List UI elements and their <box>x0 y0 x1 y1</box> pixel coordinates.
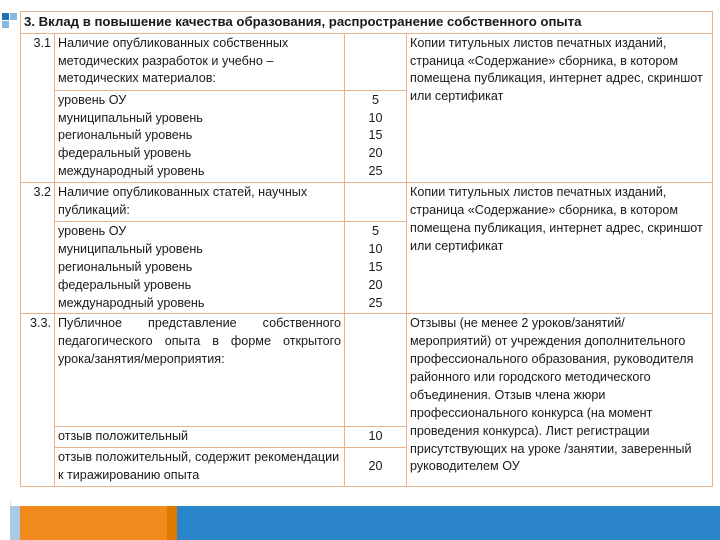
decor-square-dark <box>2 13 9 20</box>
level-points: 5 <box>371 224 379 239</box>
section-heading: Публичное представление собственного педагогического опыта в форме открытого урока/занятия/мероприятия: <box>55 314 345 427</box>
points-cell-empty <box>345 314 407 427</box>
level-label: международный уровень <box>58 295 205 310</box>
level-points: 20 <box>368 277 383 292</box>
level-points: 15 <box>368 128 383 143</box>
section-row <box>21 183 713 222</box>
level-label: международный уровень <box>58 164 205 179</box>
points-list <box>345 90 407 182</box>
points-cell-empty <box>345 33 407 90</box>
level-points: 25 <box>368 164 383 179</box>
table-title: 3. Вклад в повышение качества образования, распространение собственного опыта <box>21 12 713 34</box>
level-label: федеральный уровень <box>58 146 192 161</box>
left-accent-bar <box>0 0 10 540</box>
band-segment-dark-orange <box>167 506 177 540</box>
band-segment-blue <box>177 506 720 540</box>
level-label: региональный уровень <box>58 128 193 143</box>
level-points: 10 <box>345 427 407 448</box>
level-points: 25 <box>368 295 383 310</box>
section-number: 3.3. <box>21 314 55 487</box>
decor-square-light <box>10 13 17 20</box>
decor-square-light <box>2 21 9 28</box>
section-number: 3.1 <box>21 33 55 182</box>
levels-list <box>55 222 345 314</box>
points-cell-empty <box>345 183 407 222</box>
criteria-table <box>20 11 712 505</box>
section-docs: Копии титульных листов печатных изданий, страница «Содержание» сборника, в котором помещена публикация, интернет адрес, скриншот или сертификат <box>407 33 713 182</box>
level-points: 20 <box>368 146 383 161</box>
band-segment-orange <box>20 506 167 540</box>
level-points: 5 <box>371 92 379 107</box>
section-number: 3.2 <box>21 183 55 314</box>
level-label: муниципальный уровень <box>58 241 203 256</box>
level-points: 10 <box>368 241 383 256</box>
bottom-decor-band <box>10 506 720 540</box>
level-points: 20 <box>345 448 407 487</box>
level-points: 10 <box>368 110 383 125</box>
level-label: федеральный уровень <box>58 277 192 292</box>
band-segment-light <box>10 506 20 540</box>
level-label: муниципальный уровень <box>58 110 203 125</box>
level-label: региональный уровень <box>58 259 193 274</box>
level-label: отзыв положительный, содержит рекомендации к тиражированию опыта <box>55 448 345 487</box>
section-heading: Наличие опубликованных статей, научных публикаций: <box>55 183 345 222</box>
levels-list <box>55 90 345 182</box>
level-points: 15 <box>368 259 383 274</box>
section-row <box>21 314 713 427</box>
points-list <box>345 222 407 314</box>
section-docs: Отзывы (не менее 2 уроков/занятий/ мероприятий) от учреждения дополнительного профессионального образования, руководителя районного или городского методического объединения. Отзыв члена жюри профессионального конкурса (на момент проведения конкурса). Лист регистрации присутствующих на уроке /занятии, заверенный руководителем ОУ <box>407 314 713 487</box>
section-docs: Копии титульных листов печатных изданий, страница «Содержание» сборника, в котором помещена публикация, интернет адрес, скриншот или сертификат <box>407 183 713 314</box>
level-label: отзыв положительный <box>55 427 345 448</box>
section-heading: Наличие опубликованных собственных методических разработок и учебно – методических материалов: <box>55 33 345 90</box>
level-label: уровень ОУ <box>58 224 127 239</box>
section-row <box>21 33 713 90</box>
level-label: уровень ОУ <box>58 92 127 107</box>
